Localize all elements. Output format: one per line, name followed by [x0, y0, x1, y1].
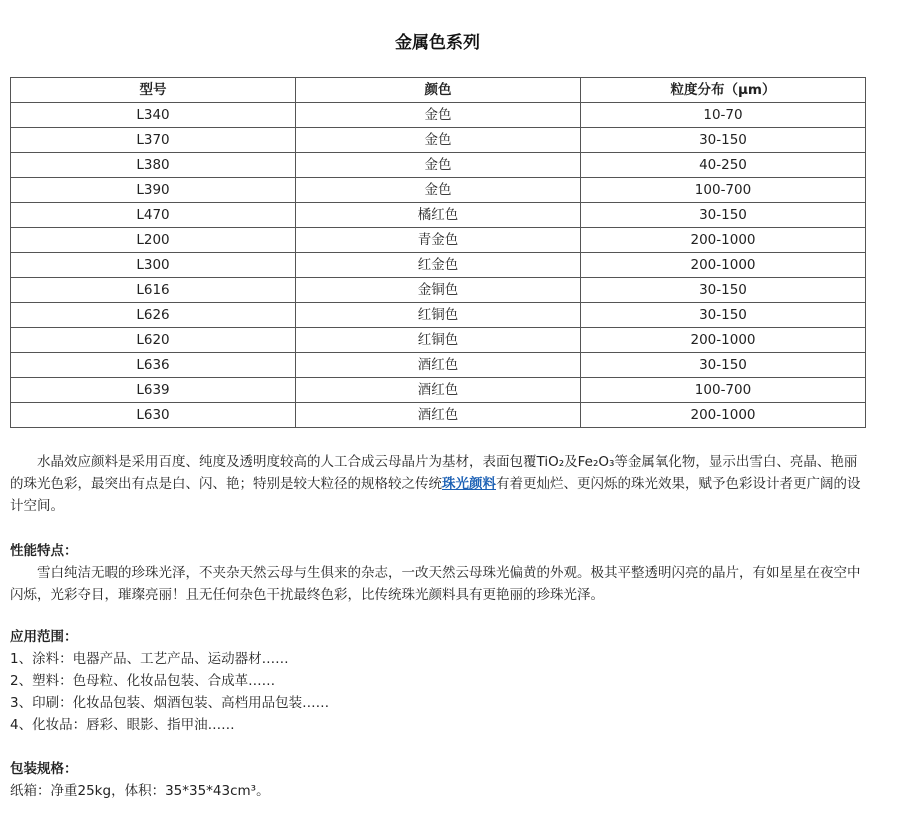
- cell-particle-size: 100-700: [581, 178, 866, 203]
- table-body: [11, 103, 866, 428]
- cell-model: L470: [11, 203, 296, 228]
- cell-color: 金色: [296, 153, 581, 178]
- cell-model: L200: [11, 228, 296, 253]
- cell-model: L630: [11, 403, 296, 428]
- page-title: 金属色系列: [395, 33, 480, 53]
- packaging-heading: 包装规格：: [10, 761, 78, 777]
- performance-heading: 性能特点：: [10, 543, 78, 559]
- cell-color: 酒红色: [296, 403, 581, 428]
- cell-color: 酒红色: [296, 353, 581, 378]
- cell-particle-size: 40-250: [581, 153, 866, 178]
- table-row: [11, 103, 866, 128]
- cell-color: 青金色: [296, 228, 581, 253]
- packaging-text: 纸箱：净重25kg，体积：35*35*43cm³。: [10, 783, 270, 799]
- cell-particle-size: 30-150: [581, 303, 866, 328]
- table-row: [11, 228, 866, 253]
- list-item: 1、涂料：电器产品、工艺产品、运动器材……: [10, 651, 289, 667]
- cell-color: 金色: [296, 178, 581, 203]
- cell-model: L390: [11, 178, 296, 203]
- cell-model: L380: [11, 153, 296, 178]
- cell-color: 红金色: [296, 253, 581, 278]
- list-item: 3、印刷：化妆品包装、烟酒包装、高档用品包装……: [10, 695, 330, 711]
- cell-particle-size: 30-150: [581, 128, 866, 153]
- table-row: [11, 353, 866, 378]
- list-item: 2、塑料：色母粒、化妆品包装、合成革……: [10, 673, 276, 689]
- spec-table: [10, 77, 866, 428]
- table-row: [11, 378, 866, 403]
- cell-particle-size: 200-1000: [581, 253, 866, 278]
- applications-heading: 应用范围：: [10, 629, 78, 645]
- cell-particle-size: 30-150: [581, 353, 866, 378]
- table-row: [11, 303, 866, 328]
- cell-model: L370: [11, 128, 296, 153]
- intro-paragraph: [10, 451, 870, 517]
- intro-text-end: 有着更灿烂、更闪烁的珠光效果，赋予色彩设计者更广阔的设计空间。: [10, 476, 861, 514]
- header-model: 型号: [11, 78, 296, 103]
- table-row: [11, 328, 866, 353]
- pearl-pigment-link[interactable]: 珠光颜料: [442, 476, 496, 492]
- cell-particle-size: 200-1000: [581, 228, 866, 253]
- performance-paragraph: 雪白纯洁无暇的珍珠光泽，不夹杂天然云母与生俱来的杂志，一改天然云母珠光偏黄的外观。极其平整透明闪亮的晶片，有如星星在夜空中闪烁，光彩夺目，璀璨亮丽！且无任何杂色干扰最终色彩，比传统珠光颜料具有更艳丽的珍珠光泽。: [10, 565, 861, 603]
- cell-color: 红铜色: [296, 328, 581, 353]
- cell-color: 酒红色: [296, 378, 581, 403]
- cell-particle-size: 10-70: [581, 103, 866, 128]
- cell-model: L300: [11, 253, 296, 278]
- table-row: [11, 178, 866, 203]
- table-row: [11, 403, 866, 428]
- intro-text: 水晶效应颜料是采用百度、纯度及透明度较高的人工合成云母晶片为基材，表面包覆TiO₂及Fe₂O₃等金属氧化物，显示出雪白、亮晶、艳丽的珠光色彩，最突出有点是白、闪、艳；特别是较大粒径的规格较之传统: [10, 454, 858, 492]
- cell-color: 金色: [296, 103, 581, 128]
- cell-color: 金色: [296, 128, 581, 153]
- table-row: [11, 153, 866, 178]
- cell-particle-size: 30-150: [581, 278, 866, 303]
- header-particle-size: 粒度分布（μm）: [581, 78, 866, 103]
- table-header-row: [11, 78, 866, 103]
- cell-particle-size: 200-1000: [581, 328, 866, 353]
- cell-color: 金铜色: [296, 278, 581, 303]
- cell-model: L340: [11, 103, 296, 128]
- cell-particle-size: 30-150: [581, 203, 866, 228]
- cell-model: L616: [11, 278, 296, 303]
- header-color: 颜色: [296, 78, 581, 103]
- table-row: [11, 203, 866, 228]
- cell-model: L636: [11, 353, 296, 378]
- table-row: [11, 128, 866, 153]
- cell-color: 红铜色: [296, 303, 581, 328]
- cell-color: 橘红色: [296, 203, 581, 228]
- cell-particle-size: 100-700: [581, 378, 866, 403]
- table-row: [11, 253, 866, 278]
- cell-model: L639: [11, 378, 296, 403]
- table-row: [11, 278, 866, 303]
- cell-model: L626: [11, 303, 296, 328]
- cell-particle-size: 200-1000: [581, 403, 866, 428]
- list-item: 4、化妆品：唇彩、眼影、指甲油……: [10, 717, 235, 733]
- cell-model: L620: [11, 328, 296, 353]
